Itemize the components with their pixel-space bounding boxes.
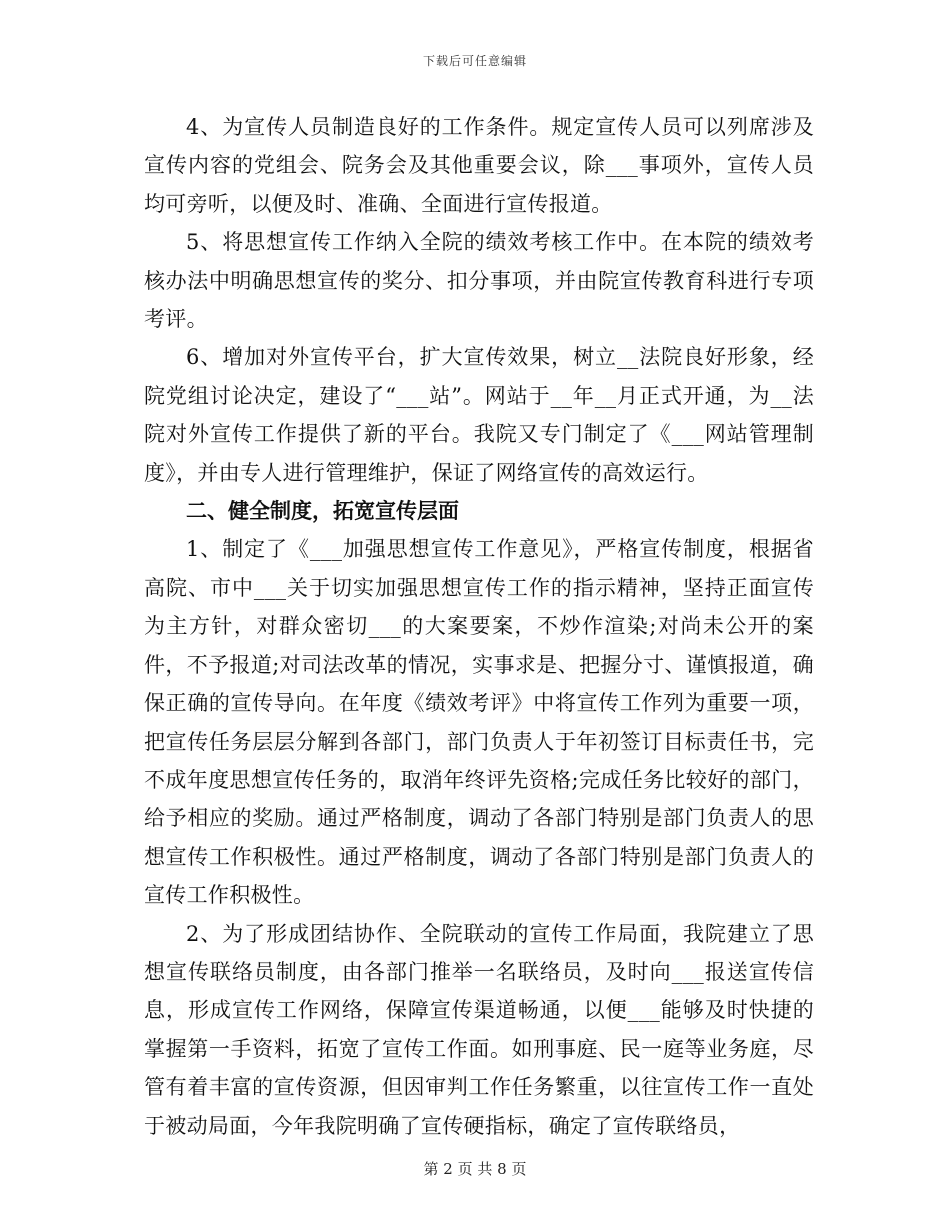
paragraph-item-5: 5、将思想宣传工作纳入全院的绩效考核工作中。在本院的绩效考核办法中明确思想宣传的奖分、扣分事项，并由院宣传教育科进行专项考评。 [144, 230, 814, 332]
paragraph-section2-item-2: 2、为了形成团结协作、全院联动的宣传工作局面，我院建立了思想宣传联络员制度，由各部门推举一名联络员，及时向___报送宣传信息，形成宣传工作网络，保障宣传渠道畅通，以便___能够及时快捷的掌握第一手资料，拓宽了宣传工作面。如刑事庭、民一庭等业务庭，尽管有着丰富的宣传资源，但因审判工作任务繁重，以往宣传工作一直处于被动局面，今年我院明确了宣传硬指标，确定了宣传联络员， [144, 921, 814, 1138]
paragraph-item-6: 6、增加对外宣传平台，扩大宣传效果，树立__法院良好形象，经院党组讨论决定，建设了“___站”。网站于__年__月正式开通，为__法院对外宣传工作提供了新的平台。我院又专门制定了《___网站管理制度》，并由专人进行管理维护，保证了网络宣传的高效运行。 [144, 345, 814, 485]
paragraph-item-4: 4、为宣传人员制造良好的工作条件。规定宣传人员可以列席涉及宣传内容的党组会、院务会及其他重要会议，除___事项外，宣传人员均可旁听，以便及时、准确、全面进行宣传报道。 [144, 115, 814, 216]
page-number-footer: 第 2 页 共 8 页 [423, 1160, 527, 1178]
document-body [144, 108, 814, 1145]
section-heading: 二、健全制度，拓宽宣传层面 [186, 499, 459, 524]
paragraph-section2-item-1: 1、制定了《___加强思想宣传工作意见》，严格宣传制度，根据省高院、市中___关于切实加强思想宣传工作的指示精神，坚持正面宣传为主方针，对群众密切___的大案要案，不炒作渲染;对尚未公开的案件，不予报道;对司法改革的情况，实事求是、把握分寸、谨慎报道，确保正确的宣传导向。在年度《绩效考评》中将宣传工作列为重要一项，把宣传任务层层分解到各部门，部门负责人于年初签订目标责任书，完不成年度思想宣传任务的，取消年终评先资格;完成任务比较好的部门，给予相应的奖励。通过严格制度，调动了各部门特别是部门负责人的思想宣传工作积极性。通过严格制度，调动了各部门特别是部门负责人的宣传工作积极性。 [144, 537, 814, 908]
page-header: 下载后可任意编辑 [422, 54, 527, 68]
